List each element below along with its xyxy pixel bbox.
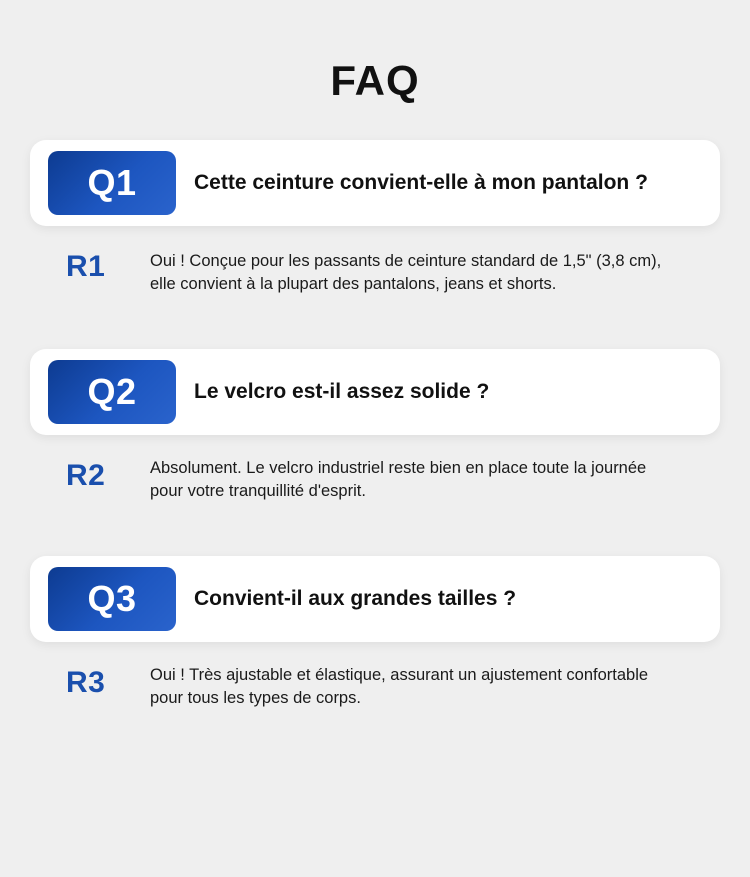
page-title: FAQ xyxy=(330,57,420,104)
answer-row-3 xyxy=(30,664,720,711)
answer-text-3: Oui ! Très ajustable et élastique, assurant un ajustement confortable pour tous les types de corps. xyxy=(150,665,649,708)
question-badge-2: Q2 xyxy=(48,360,176,424)
answer-badge-3: R3 xyxy=(66,665,106,699)
question-text-2: Le velcro est-il assez solide ? xyxy=(194,379,490,403)
question-text-1: Cette ceinture convient-elle à mon pantalon ? xyxy=(194,170,648,194)
question-text-3: Convient-il aux grandes tailles ? xyxy=(194,586,517,610)
faq-item-1 xyxy=(30,140,720,297)
question-badge-3: Q3 xyxy=(48,567,176,631)
faq-item-2 xyxy=(30,349,720,504)
answer-text-2: Absolument. Le velcro industriel reste bien en place toute la journée pour votre tranquillité d'esprit. xyxy=(150,458,647,501)
question-badge-1: Q1 xyxy=(48,151,176,215)
faq-item-3 xyxy=(30,556,720,711)
answer-badge-1: R1 xyxy=(66,250,106,283)
question-card-3[interactable] xyxy=(30,556,720,642)
answer-badge-2: R2 xyxy=(66,458,106,492)
answer-text-1: Oui ! Conçue pour les passants de ceinture standard de 1,5" (3,8 cm), elle convient à la plupart des pantalons, jeans et shorts. xyxy=(150,252,662,294)
answer-row-2 xyxy=(30,457,720,504)
answer-row-1 xyxy=(30,250,720,297)
question-card-1[interactable] xyxy=(30,140,720,226)
question-card-2[interactable] xyxy=(30,349,720,435)
